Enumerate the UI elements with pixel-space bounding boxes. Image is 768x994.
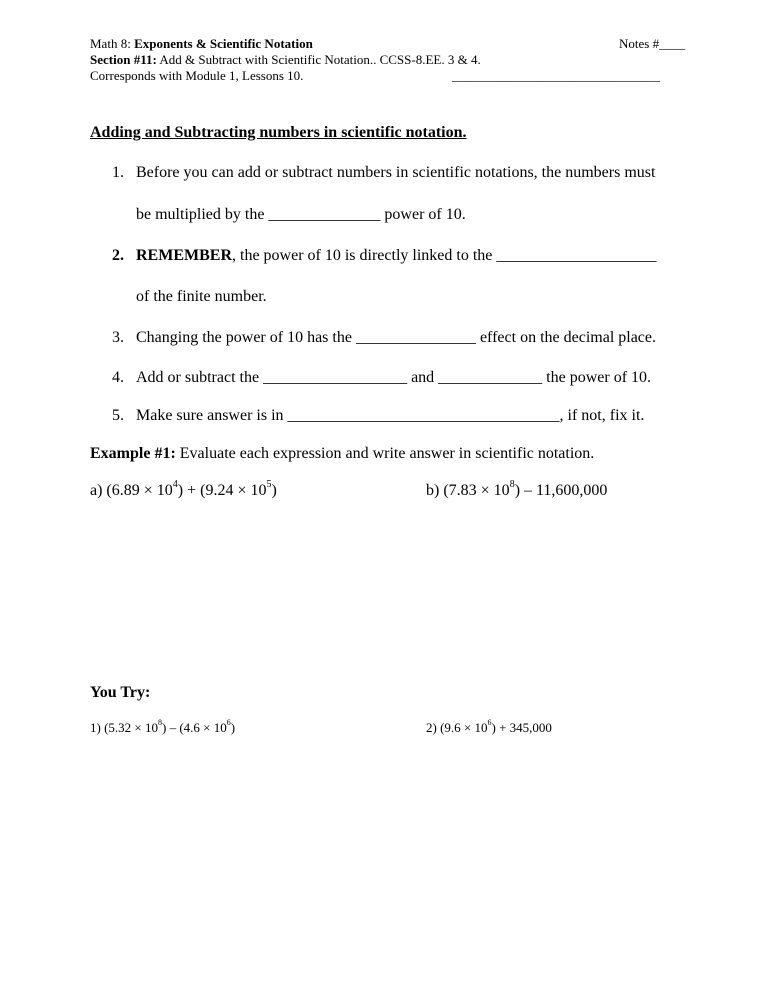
notes-number: Notes #____ [619, 36, 686, 51]
section-line [90, 52, 481, 68]
step-2-number: 2. [112, 247, 124, 264]
step-2-line1 [136, 246, 656, 266]
step-1-line1: Before you can add or subtract numbers in scientific notations, the numbers must [136, 164, 656, 181]
course-title-line [90, 36, 313, 52]
step-3-line1: Changing the power of 10 has the _______________ effect on the decimal place. [136, 329, 657, 346]
section-heading: Adding and Subtracting numbers in scientific notation. [90, 124, 467, 141]
name-blank: ________________________________ [452, 68, 660, 83]
step-4-number: 4. [112, 369, 124, 386]
example-text: Evaluate each expression and write answer in scientific notation. [175, 445, 595, 462]
example-line [90, 444, 594, 464]
step-2-line2: of the finite number. [136, 288, 267, 305]
example-b: b) $(7.83 \times 10^8) - 11,600,000$ [426, 478, 608, 499]
example-a: a) $(6.89 \times 10^4) + (9.24 \times 10^5)$ [90, 478, 277, 499]
step-1-line2: be multiplied by the ______________ power of 10. [136, 206, 466, 223]
step-4-line1: Add or subtract the __________________ and _____________ the power of 10. [136, 369, 652, 386]
you-try-1: 1) $(5.32 \times 10^8) - (4.6 \times 10^6)$ [90, 717, 236, 735]
course-prefix: Math 8: [90, 36, 135, 51]
step-5-number: 5. [112, 407, 124, 424]
example-label: Example #1: [90, 445, 176, 462]
module-line: Corresponds with Module 1, Lessons 10. [90, 68, 304, 83]
step-2-text: , the power of 10 is directly linked to the ____________________ [232, 247, 657, 264]
section-label: Section #11: [90, 52, 157, 67]
step-3-number: 3. [112, 329, 124, 346]
you-try-heading: You Try: [90, 684, 151, 701]
section-text: Add & Subtract with Scientific Notation.. CCSS-8.EE. 3 & 4. [156, 52, 481, 67]
course-title: Exponents & Scientific Notation [134, 36, 313, 51]
step-1-number: 1. [112, 164, 124, 181]
step-5-line1: Make sure answer is in __________________________________, if not, fix it. [136, 407, 645, 424]
you-try-2: 2) $(9.6 \times 10^6) + 345,000$ [426, 717, 552, 735]
remember-label: REMEMBER [136, 247, 232, 264]
